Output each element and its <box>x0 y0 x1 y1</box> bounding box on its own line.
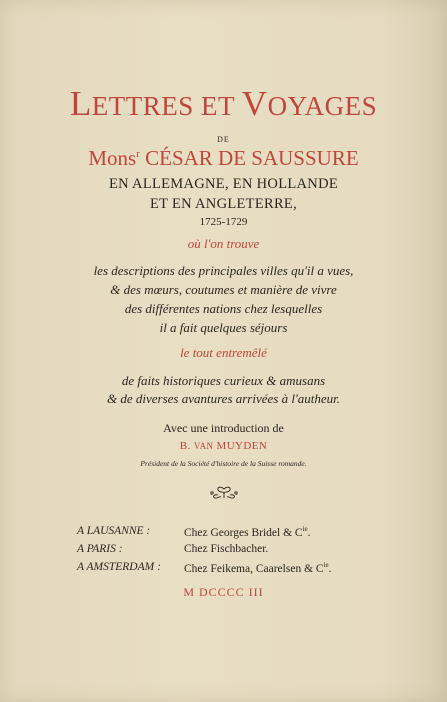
description-line: les descriptions des principales villes qu'il a vues, <box>93 263 354 278</box>
subtitle-ou-trouve: où l'on trouve <box>187 236 260 251</box>
publisher-name: Chez Feikema, Caarelsen & $C^{ie}$. <box>184 561 332 575</box>
subtitle-entremele: le tout entremêlé <box>180 345 267 360</box>
introduction-label: Avec une introduction de <box>163 421 284 435</box>
description-line: & des mœurs, coutumes et manière de vivre <box>110 282 337 297</box>
publisher-city: A LAUSANNE : <box>77 525 151 537</box>
faits-line: de faits historiques curieux & amusans <box>121 373 326 388</box>
editor-affiliation: Président de la Société d'histoire de la Suisse romande. <box>140 459 307 468</box>
description-line: des différentes nations chez lesquelles <box>124 301 323 316</box>
author-name: Mons$^r$ CÉSAR DE SAUSSURE <box>88 146 359 170</box>
ornament-icon <box>204 486 244 500</box>
book-title: LETTRES ET VOYAGES <box>69 84 378 123</box>
publisher-city: A AMSTERDAM : <box>77 561 161 573</box>
publication-date: M DCCCC III <box>183 585 264 599</box>
publisher-name: Chez Fischbacher. <box>184 543 269 555</box>
places-line-1: EN ALLEMAGNE, EN HOLLANDE <box>109 176 338 192</box>
title-connector: DE <box>217 135 230 144</box>
description-line: il a fait quelques séjours <box>159 320 288 335</box>
faits-line: & de diverses avantures arrivées à l'autheur. <box>106 391 340 406</box>
places-line-2: ET EN ANGLETERRE, <box>150 196 297 212</box>
years: 1725-1729 <box>199 216 248 228</box>
editor-name: B. VAN MUYDEN <box>179 440 268 452</box>
publisher-city: A PARIS : <box>77 543 123 555</box>
publisher-name: Chez Georges Bridel & $C^{ie}$. <box>184 525 311 539</box>
